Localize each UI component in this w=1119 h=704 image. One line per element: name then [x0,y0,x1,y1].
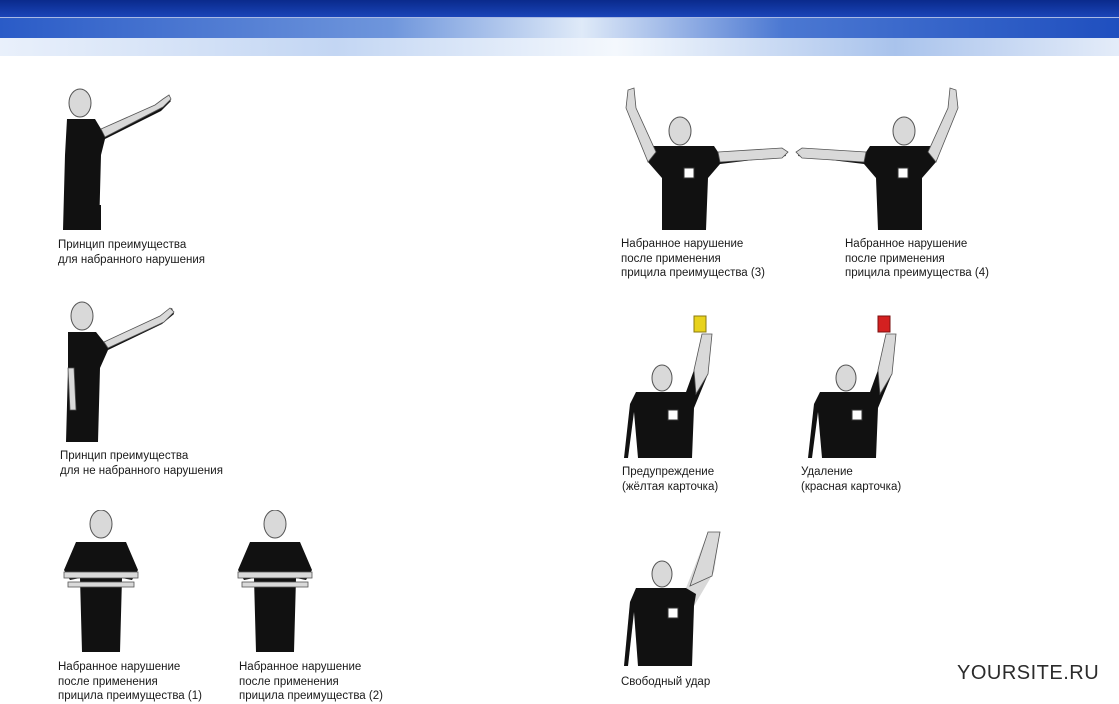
referee-advantage-arm-forward-figure [60,298,180,444]
caption-committed-after-advantage-2: Набранное нарушение после применения прицила преимущества (2) [239,661,383,702]
referee-red-card-figure [808,312,908,460]
referee-arms-crossed-figure-2 [234,510,316,655]
referee-arm-up-arm-out-figure-3 [622,86,792,232]
caption-committed-after-advantage-4: Набранное нарушение после применения прицила преимущества (4) [845,238,989,279]
header-banner [0,0,1119,56]
red-card-icon [878,316,890,332]
yellow-card-icon [694,316,706,332]
caption-committed-after-advantage-3: Набранное нарушение после применения прицила преимущества (3) [621,238,765,279]
caption-committed-after-advantage-1: Набранное нарушение после применения прицила преимущества (1) [58,661,202,702]
header-stripe [0,18,1119,38]
caption-free-kick: Свободный удар [621,676,711,688]
header-stripe-light [0,38,1119,56]
referee-yellow-card-figure [624,312,724,460]
referee-arm-up-arm-out-figure-4 [792,86,962,232]
caption-advantage-not-committed: Принцип преимущества для не набранного нарушения [60,450,223,477]
referee-free-kick-figure [624,522,724,668]
caption-yellow-card: Предупреждение (жёлтая карточка) [622,466,719,493]
caption-advantage-committed: Принцип преимущества для набранного нарушения [58,239,205,266]
caption-red-card: Удаление (красная карточка) [801,466,902,493]
referee-advantage-arm-up-figure [55,85,180,233]
watermark-logo: YOURSITE.RU [957,662,1100,684]
referee-arms-crossed-figure-1 [60,510,142,655]
